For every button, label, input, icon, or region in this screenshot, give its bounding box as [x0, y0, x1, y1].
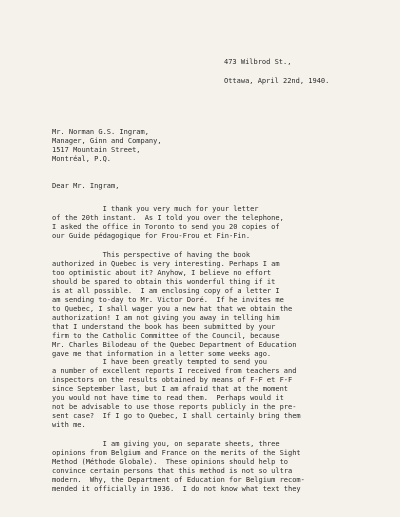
paragraph-line: I have been greatly tempted to send you: [52, 358, 267, 366]
paragraph-line: mended it officially in 1936. I do not know what text they: [52, 485, 301, 493]
paragraph-line: you would not have time to read them. Perhaps would it: [52, 394, 284, 402]
paragraph-1: [52, 205, 374, 241]
paragraph-line: sent case? If I go to Quebec, I shall certainly bring them: [52, 412, 301, 420]
paragraph-line: authorized in Quebec is very interesting. Perhaps I am: [52, 260, 280, 268]
sender-street: 473 Wilbrod St.,: [224, 58, 292, 66]
paragraph-line: to Quebec, I shall wager you a new hat that we obtain the: [52, 305, 293, 313]
recipient-name: Mr. Norman G.S. Ingram,: [52, 128, 149, 136]
paragraph-line: Method (Méthode Globale). These opinions should help to: [52, 458, 289, 466]
paragraph-line: not be advisable to use those reports publicly in the pre-: [52, 403, 297, 411]
paragraph-line: with me.: [52, 421, 86, 429]
paragraph-line: I am giving you, on separate sheets, three: [52, 440, 280, 448]
paragraph-line: gave me that information in a letter some weeks ago.: [52, 350, 272, 358]
paragraph-line: Mr. Charles Bilodeau of the Quebec Department of Education: [52, 341, 297, 349]
recipient-street: 1517 Mountain Street,: [52, 146, 141, 154]
paragraph-line: This perspective of having the book: [52, 251, 251, 259]
recipient-city: Montréal, P.Q.: [52, 155, 112, 163]
paragraph-line: should be spared to obtain this wonderful thing if it: [52, 278, 276, 286]
paragraph-line: convince certain persons that this method is not so ultra: [52, 467, 293, 475]
paragraph-line: I thank you very much for your letter: [52, 205, 259, 213]
paragraph-line: firm to the Catholic Committee of the Council, because: [52, 332, 280, 340]
paragraph-line: since September last, but I am afraid that at the moment: [52, 385, 289, 393]
paragraph-line: our Guide pédagogique for Frou-Frou et Fin-Fin.: [52, 232, 251, 240]
paragraph-line: too optimistic about it? Anyhow, I believe no effort: [52, 269, 272, 277]
paragraph-line: I asked the office in Toronto to send you 20 copies of: [52, 223, 280, 231]
paragraph-line: modern. Why, the Department of Education for Belgium recom-: [52, 476, 305, 484]
recipient-title: Manager, Ginn and Company,: [52, 137, 162, 145]
paragraph-2: [52, 251, 374, 359]
paragraph-4: [52, 440, 374, 494]
paragraph-line: am sending to-day to Mr. Victor Doré. If he invites me: [52, 296, 284, 304]
paragraph-line: authorization! I am not giving you away in telling him: [52, 314, 280, 322]
paragraph-line: a number of excellent reports I received from teachers and: [52, 367, 297, 375]
paragraph-3: [52, 358, 374, 430]
salutation: Dear Mr. Ingram,: [52, 182, 120, 190]
letter-date: Ottawa, April 22nd, 1940.: [224, 77, 330, 85]
paragraph-line: opinions from Belgium and France on the merits of the Sight: [52, 449, 301, 457]
paragraph-line: that I understand the book has been submitted by your: [52, 323, 276, 331]
paragraph-line: of the 20th instant. As I told you over the telephone,: [52, 214, 284, 222]
paragraph-line: is at all possible. I am enclosing copy of a letter I: [52, 287, 280, 295]
paragraph-line: inspectors on the results obtained by means of F-F et F-F: [52, 376, 293, 384]
